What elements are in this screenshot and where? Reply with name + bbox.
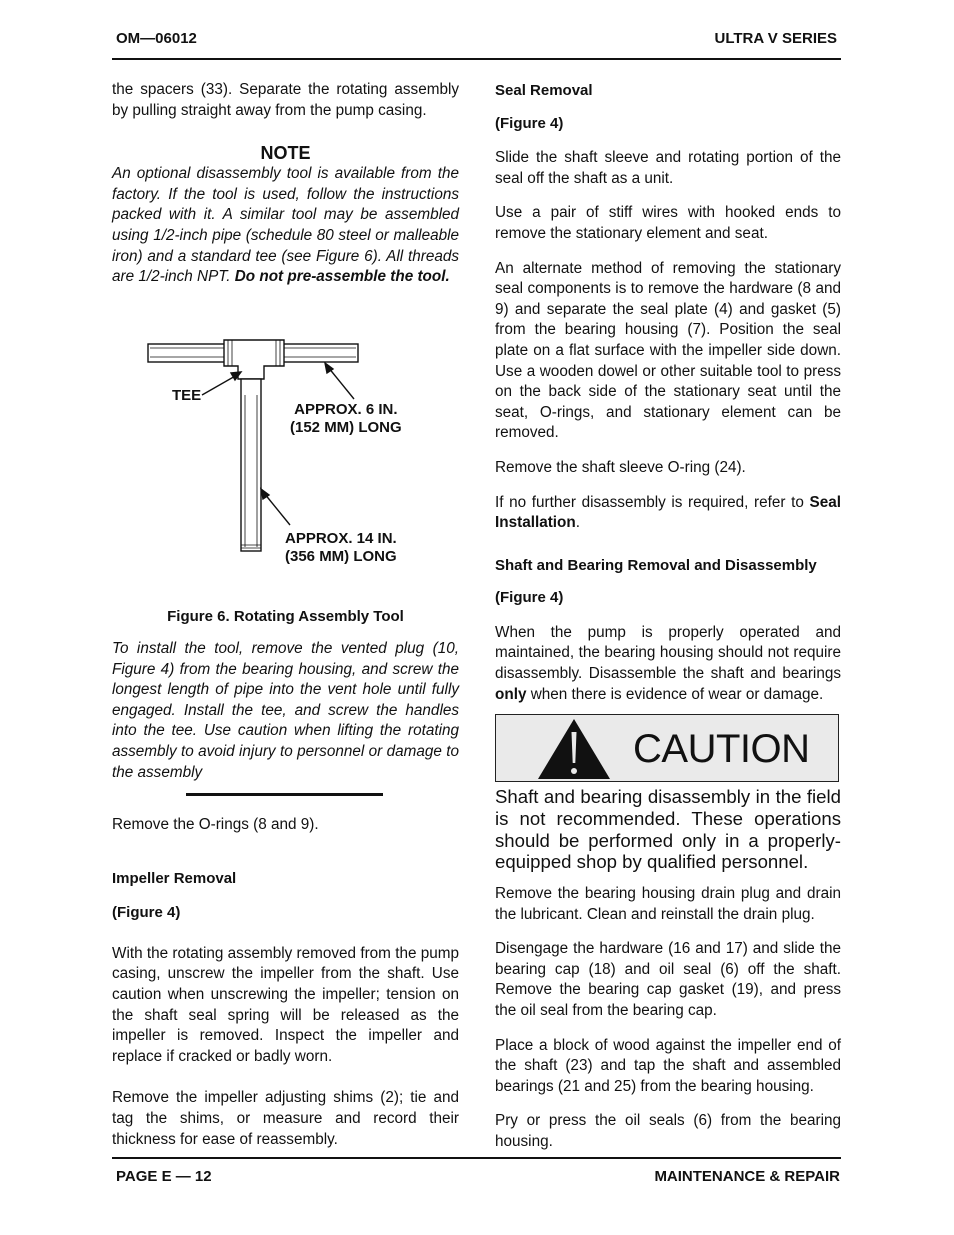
handle-length-line1: APPROX. 6 IN. <box>294 401 398 418</box>
pipe-length-line1: APPROX. 14 IN. <box>285 530 397 547</box>
figure-caption: Figure 6. Rotating Assembly Tool <box>167 608 404 625</box>
left-column-bottom <box>112 639 459 783</box>
page-number: PAGE E — 12 <box>116 1168 212 1185</box>
shaft-figure-ref: (Figure 4) <box>495 589 564 607</box>
shaft-p1-emphasis: only <box>495 685 527 703</box>
impeller-figure-ref: (Figure 4) <box>112 904 181 922</box>
pipe-length-label <box>285 530 397 566</box>
seal-paragraph-4: Remove the shaft sleeve O-ring (24). <box>495 458 746 476</box>
shaft-p1-text: When the pump is properly operated and maintained, the bearing housing should not require disassembly. Disassemble the shaft and bearings <box>495 623 841 683</box>
wood-block-paragraph: Place a block of wood against the impeller end of the shaft (23) and tap the shaft and assembled bearings (21 and 25) from the bearing housing. <box>495 1036 841 1095</box>
seal-paragraph-2: Use a pair of stiff wires with hooked ends to remove the stationary element and seat. <box>495 204 841 242</box>
seal-paragraph-5 <box>495 493 841 534</box>
pry-seals-paragraph: Pry or press the oil seals (6) from the bearing housing. <box>495 1112 841 1150</box>
remove-orings-text: Remove the O-rings (8 and 9). <box>112 816 319 833</box>
section-divider <box>186 793 383 796</box>
right-handle-pipe <box>278 344 358 362</box>
tee-label: TEE <box>172 387 202 404</box>
warning-triangle-icon <box>537 718 611 780</box>
rotating-assembly-tool-figure <box>140 335 370 560</box>
doc-number: OM—06012 <box>116 30 197 47</box>
drain-paragraph: Remove the bearing housing drain plug and drain the lubricant. Clean and reinstall the drain plug. <box>495 885 841 923</box>
impeller-paragraph-1: With the rotating assembly removed from the pump casing, unscrew the impeller from the shaft. Use caution when unscrewing the impeller; tension on the shaft seal spring will be released as the impeller is removed. Inspect the impeller and replace if cracked or badly worn. <box>112 944 459 1065</box>
impeller-paragraph-2: Remove the impeller adjusting shims (2); tie and tag the shims, or measure and record their thickness for ease of reassembly. <box>112 1089 459 1148</box>
right-column-bottom <box>495 884 841 1153</box>
seal-paragraph-1: Slide the shaft sleeve and rotating portion of the seal off the shaft as a unit. <box>495 149 841 187</box>
seal-paragraph-3: An alternate method of removing the stationary seal components is to remove the hardware (8 and 9) and separate the seal plate (4) and gasket (5) from the bearing housing (7). Position the seal plate on a flat surface with the impeller side down. Use a wooden dowel or other suitable tool to press on the back side of the stationary seat until the seat, O-rings, and stationary element can be removed. <box>495 259 841 442</box>
left-column-top <box>112 80 459 288</box>
seal-figure-ref: (Figure 4) <box>495 114 564 132</box>
note-body: An optional disassembly tool is available from the factory. If the tool is used, follow the instructions packed with it. A similar tool may be assembled using 1/2-inch pipe (schedule 80 steel or malleable iron) and a standard tee (see Figure 6). All threads are 1/2-inch NPT. <box>112 165 459 286</box>
header-rule <box>112 58 841 60</box>
intro-paragraph: the spacers (33). Separate the rotating assembly by pulling straight away from the pump casing. <box>112 81 459 119</box>
install-tool-text: To install the tool, remove the vented plug (10, Figure 4) from the bearing housing, and screw the longest length of pipe into the vent hole until fully engaged. Install the tee, and screw the handles into the tee. Use caution when lifting the rotating assembly to avoid injury to personnel or damage to the assembly <box>112 640 459 781</box>
pipe-length-line2: (356 MM) LONG <box>285 548 397 565</box>
seal-installation-ref: Seal Installation <box>495 493 841 532</box>
right-column-top <box>495 81 841 705</box>
left-handle-pipe <box>148 344 230 362</box>
shaft-p1-end: when there is evidence of wear or damage. <box>526 685 824 703</box>
series-title: ULTRA V SERIES <box>714 30 837 47</box>
footer-rule <box>112 1157 841 1159</box>
caution-banner <box>495 714 839 782</box>
note-emphasis: Do not pre-assemble the tool. <box>234 268 450 286</box>
shaft-paragraph-1 <box>495 623 841 705</box>
disengage-paragraph: Disengage the hardware (16 and 17) and slide the bearing cap (18) and oil seal (6) off the shaft. Remove the bearing cap gasket (19), and press the oil seal from the bearing cap. <box>495 940 841 1019</box>
seal-removal-heading: Seal Removal <box>495 82 593 99</box>
left-column-lower <box>112 815 459 1150</box>
handle-length-label <box>290 401 402 437</box>
note-text <box>112 164 459 288</box>
seal-p5-text: If no further disassembly is required, refer to <box>495 493 810 511</box>
handle-length-line2: (152 MM) LONG <box>290 419 402 436</box>
caution-word: CAUTION <box>633 727 810 771</box>
long-pipe <box>241 379 261 551</box>
note-title: NOTE <box>260 143 311 164</box>
impeller-removal-heading: Impeller Removal <box>112 869 237 887</box>
shaft-bearing-heading: Shaft and Bearing Removal and Disassembly <box>495 556 817 574</box>
caution-text: Shaft and bearing disassembly in the field is not recommended. These operations should be performed only in a properly-equipped shop by qualified personnel. <box>495 786 841 873</box>
seal-p5-end: . <box>575 514 580 532</box>
section-name: MAINTENANCE & REPAIR <box>654 1168 840 1185</box>
